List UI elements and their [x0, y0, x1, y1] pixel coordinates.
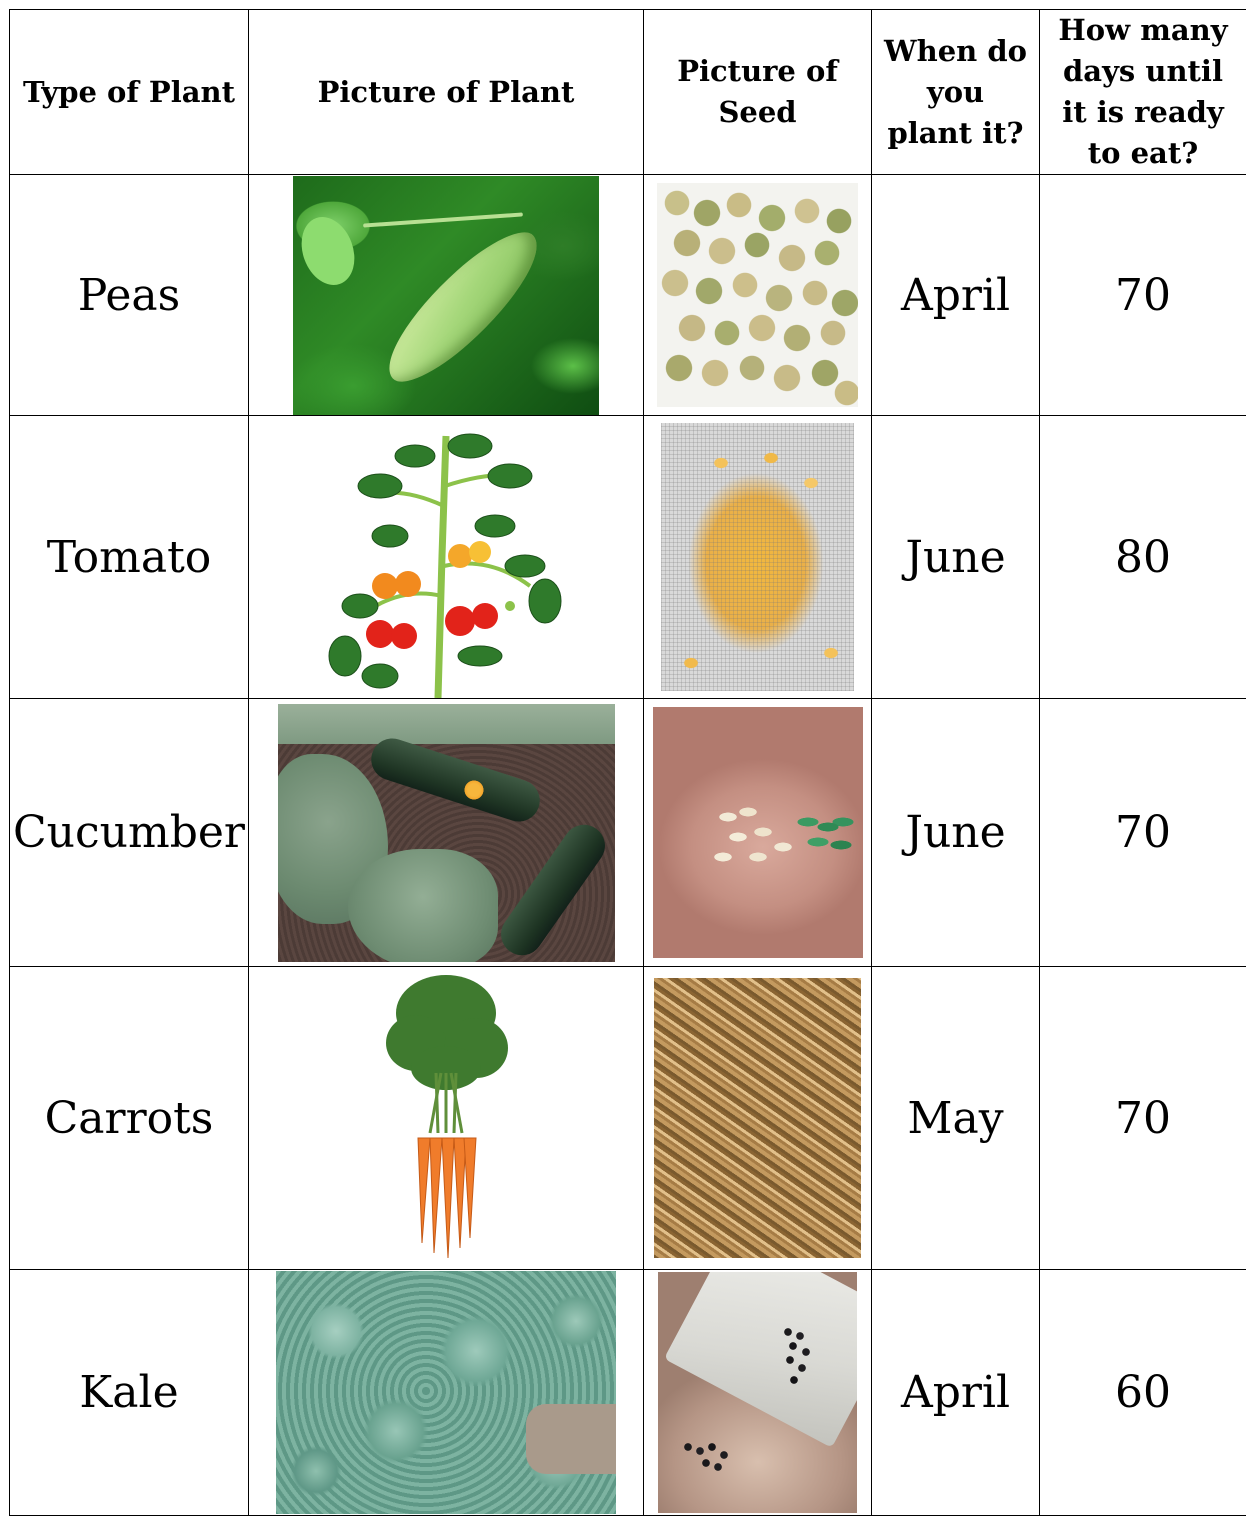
plant-month-kale: April	[872, 1270, 1040, 1516]
cucumber-green-seeds	[793, 807, 858, 862]
plant-image-cell-cucumber	[249, 699, 644, 967]
table-row	[10, 1270, 1246, 1516]
plant-days-peas: 70	[1040, 175, 1246, 416]
carrot-seeds-image	[654, 978, 861, 1258]
plant-month-peas: April	[872, 175, 1040, 416]
plant-type-carrots: Carrots	[10, 967, 249, 1270]
plant-month-carrots: May	[872, 967, 1040, 1270]
seed-image-cell-peas	[644, 175, 872, 416]
seed-packet	[664, 1272, 857, 1448]
plant-type-cucumber: Cucumber	[10, 699, 249, 967]
header-days-ready	[1040, 10, 1246, 175]
header-when-plant	[872, 10, 1040, 175]
plant-image-cell-tomato	[249, 416, 644, 699]
table-row	[10, 967, 1246, 1270]
header-picture-of-seed-text: Picture of Seed	[644, 51, 871, 133]
header-row	[10, 10, 1246, 175]
plant-days-carrots: 70	[1040, 967, 1246, 1270]
header-picture-of-seed	[644, 10, 872, 175]
carrot-bunch-image	[346, 973, 546, 1263]
plant-image-cell-carrots	[249, 967, 644, 1270]
kale-plant-image	[276, 1271, 616, 1514]
table-row	[10, 416, 1246, 699]
kale-seeds-pouring	[778, 1322, 818, 1392]
pea-pod	[368, 217, 558, 397]
cucumber-leaf-bottom	[348, 849, 498, 962]
header-days-ready-text: How many days until it is ready to eat?	[1040, 10, 1246, 174]
header-picture-of-plant: Picture of Plant	[249, 10, 644, 175]
header-type-of-plant: Type of Plant	[10, 10, 249, 175]
seed-image-cell-cucumber	[644, 699, 872, 967]
pea-tendril	[363, 212, 523, 227]
header-when-plant-text: When do you plant it?	[872, 31, 1039, 154]
table-row	[10, 699, 1246, 967]
plant-month-cucumber: June	[872, 699, 1040, 967]
plant-type-peas: Peas	[10, 175, 249, 416]
plant-days-kale: 60	[1040, 1270, 1246, 1516]
cucumber-plant-image	[278, 704, 615, 962]
cucumber-fruit-2	[492, 816, 612, 961]
plant-type-kale: Kale	[10, 1270, 249, 1516]
cucumber-top-leaves	[278, 704, 615, 744]
plant-days-cucumber: 70	[1040, 699, 1246, 967]
tomato-plant-image	[320, 416, 572, 698]
pea-leaf	[293, 209, 363, 292]
pea-plant-image	[293, 176, 599, 415]
tomato-seed-scatter	[661, 423, 854, 691]
plant-month-tomato: June	[872, 416, 1040, 699]
kale-soil	[526, 1404, 616, 1474]
table-row	[10, 175, 1246, 416]
kale-seeds-in-hand	[678, 1437, 738, 1477]
plant-type-tomato: Tomato	[10, 416, 249, 699]
cucumber-fruit-1	[365, 732, 544, 826]
tomato-plant-drawing	[320, 416, 572, 698]
plant-image-cell-peas	[249, 175, 644, 416]
plant-days-tomato: 80	[1040, 416, 1246, 699]
plant-table	[9, 9, 1246, 1516]
tomato-seeds-image	[661, 423, 854, 691]
cucumber-seeds-image	[653, 707, 863, 958]
seed-image-cell-carrots	[644, 967, 872, 1270]
seed-image-cell-kale	[644, 1270, 872, 1516]
plant-image-cell-kale	[249, 1270, 644, 1516]
cucumber-white-seeds	[708, 797, 798, 877]
seed-image-cell-tomato	[644, 416, 872, 699]
kale-seeds-image	[658, 1272, 857, 1513]
pea-seeds-image	[657, 183, 858, 407]
carrot-bunch-drawing	[346, 973, 546, 1263]
cucumber-flower	[463, 779, 485, 801]
